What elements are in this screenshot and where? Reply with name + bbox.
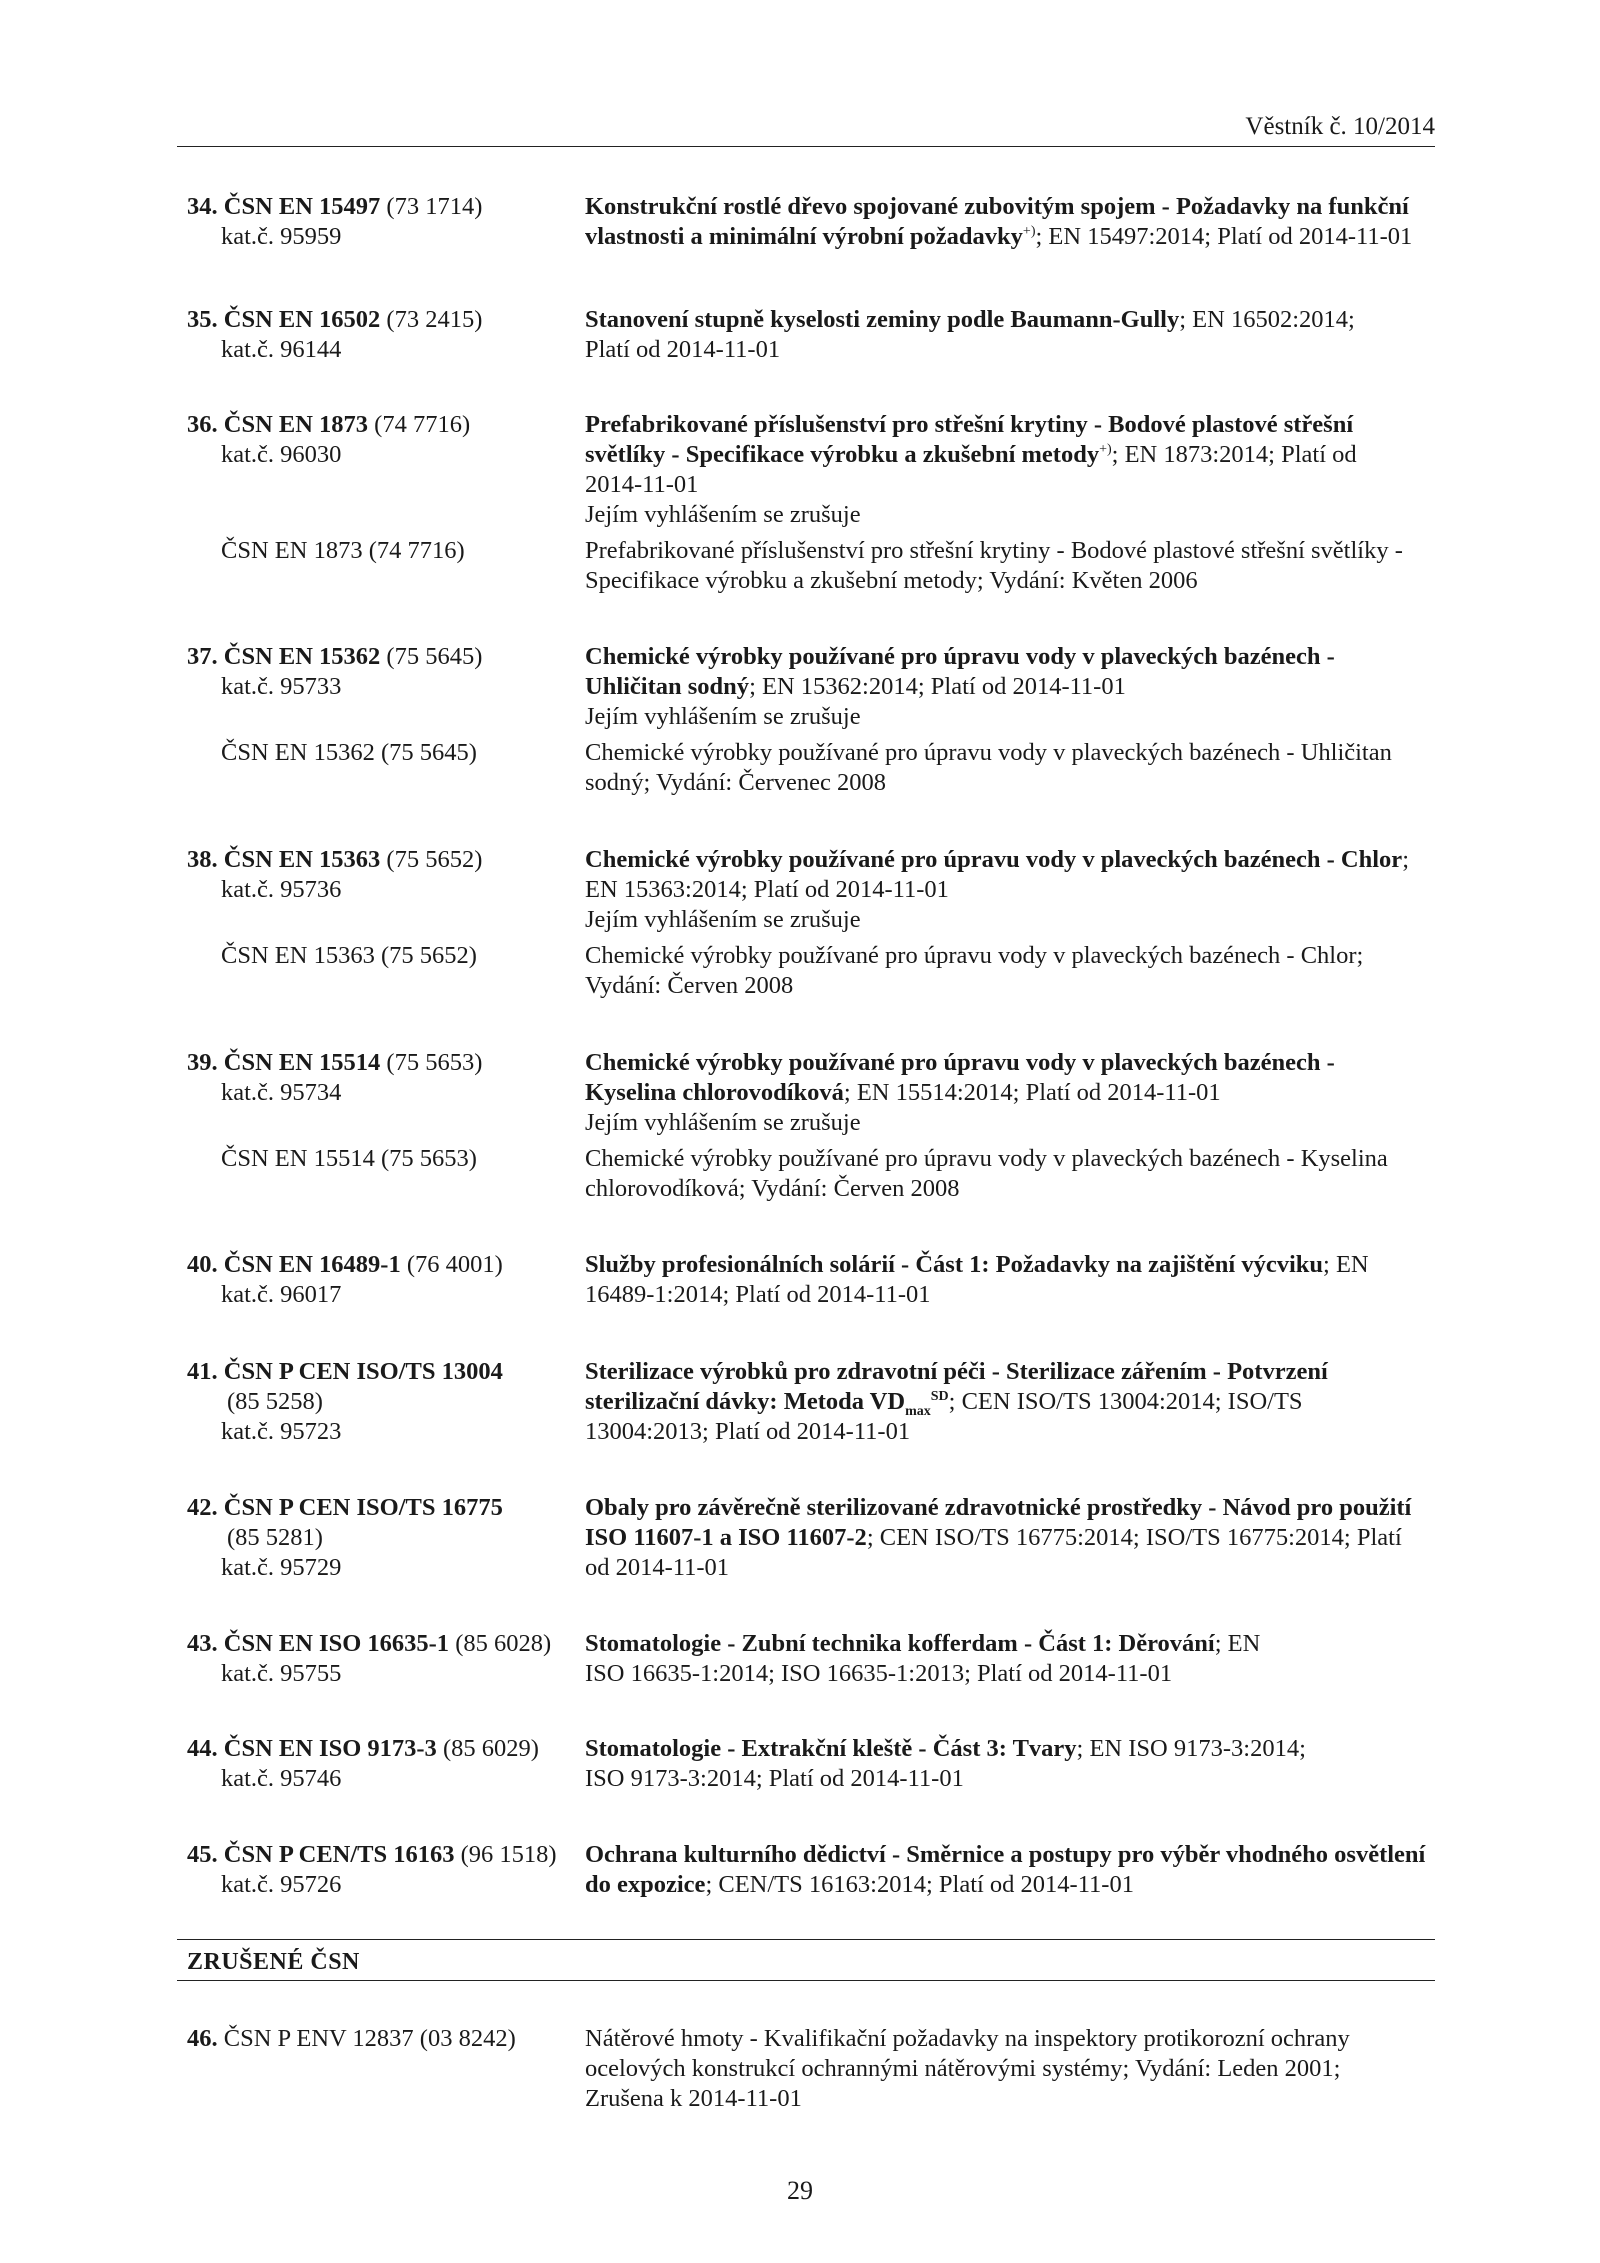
cancellation-note: Jejím vyhlášením se zrušuje <box>585 906 861 933</box>
cancelled-standard-text: Nátěrové hmoty - Kvalifikační požadavky na inspektory protikorozní ochrany ocelových konstrukcí ochrannými nátěrovými systémy; Vydání: Leden 2001; Zrušena k 2014-11-01 <box>585 2025 1350 2112</box>
standard-entry-43 <box>187 1629 1435 1689</box>
section-divider-bottom <box>177 1980 1435 1981</box>
entry-number: 41. <box>187 1358 218 1385</box>
classification-code: (96 1518) <box>454 1841 557 1868</box>
replaced-standard-text: Chemické výrobky používané pro úpravu vody v plaveckých bazénech - Uhličitan sodný; Vydání: Červenec 2008 <box>585 739 1392 796</box>
standard-title: Sterilizace výrobků pro zdravotní péči - Sterilizace zářením - Potvrzení sterilizační dávky: Metoda VD <box>585 1358 1328 1415</box>
footnote-mark: +) <box>1022 223 1036 239</box>
classification-code: (85 5281) <box>227 1524 323 1551</box>
standard-entry-44 <box>187 1734 1435 1794</box>
replaced-standard-code: ČSN EN 1873 (74 7716) <box>221 537 465 564</box>
entry-number: 35. <box>187 306 218 333</box>
cancellation-note: Jejím vyhlášením se zrušuje <box>585 703 861 730</box>
standard-entry-39 <box>187 1048 1435 1204</box>
standard-details: ; CEN/TS 16163:2014; Platí od 2014-11-01 <box>705 1871 1134 1898</box>
standard-code: ČSN EN 15362 <box>223 643 381 670</box>
replaced-standard-text: Chemické výrobky používané pro úpravu vody v plaveckých bazénech - Chlor; Vydání: Červen 2008 <box>585 942 1364 999</box>
superscript-sd: SD <box>930 1388 949 1404</box>
standard-entry-36 <box>187 410 1435 596</box>
standard-details: ; EN ISO 9173-3:2014; ISO 9173-3:2014; Platí od 2014-11-01 <box>585 1735 1306 1792</box>
entry-number: 44. <box>187 1735 218 1762</box>
entry-number: 46. <box>187 2025 218 2052</box>
classification-code: (75 5652) <box>380 846 483 873</box>
standard-code: ČSN EN 15514 <box>223 1049 381 1076</box>
catalog-number: kat.č. 95736 <box>221 876 342 903</box>
standard-title: Obaly pro závěrečně sterilizované zdravotnické prostředky - Návod pro použití ISO 11607-1 a ISO 11607-2 <box>585 1494 1412 1551</box>
standard-entry-41 <box>187 1357 1435 1447</box>
section-title: ZRUŠENÉ ČSN <box>187 1949 360 1975</box>
classification-code: (75 5653) <box>380 1049 483 1076</box>
standard-title: Ochrana kulturního dědictví - Směrnice a postupy pro výběr vhodného osvětlení do expozice <box>585 1841 1426 1898</box>
standard-code: ČSN P CEN/TS 16163 <box>223 1841 455 1868</box>
standard-code: ČSN EN 1873 <box>223 411 369 438</box>
classification-code: (75 5645) <box>380 643 483 670</box>
classification-code: (76 4001) <box>400 1251 503 1278</box>
standard-entry-38 <box>187 845 1435 1001</box>
catalog-number: kat.č. 95959 <box>221 223 342 250</box>
header-divider <box>177 146 1435 147</box>
standard-title: Stanovení stupně kyselosti zeminy podle Baumann-Gully <box>585 306 1180 333</box>
cancelled-entry-46 <box>187 2024 1435 2114</box>
entry-number: 39. <box>187 1049 218 1076</box>
catalog-number: kat.č. 96017 <box>221 1281 342 1308</box>
standard-code: ČSN EN 16502 <box>223 306 381 333</box>
standard-title: Prefabrikované příslušenství pro střešní krytiny - Bodové plastové střešní světlíky - Specifikace výrobku a zkušební metody <box>585 411 1354 468</box>
catalog-number: kat.č. 96144 <box>221 336 342 363</box>
catalog-number: kat.č. 95734 <box>221 1079 342 1106</box>
classification-code: (85 6029) <box>436 1735 539 1762</box>
standard-code: ČSN P CEN ISO/TS 16775 <box>223 1494 503 1521</box>
replaced-standard-code: ČSN EN 15363 (75 5652) <box>221 942 477 969</box>
replaced-standard-code: ČSN EN 15362 (75 5645) <box>221 739 477 766</box>
standard-details: ; CEN ISO/TS 13004:2014; ISO/TS 13004:2013; Platí od 2014-11-01 <box>585 1388 1303 1445</box>
replaced-standard-text: Prefabrikované příslušenství pro střešní krytiny - Bodové plastové střešní světlíky - Specifikace výrobku a zkušební metody; Vydání: Květen 2006 <box>585 537 1403 594</box>
section-divider-top <box>177 1939 1435 1940</box>
cancellation-note: Jejím vyhlášením se zrušuje <box>585 501 861 528</box>
entry-number: 40. <box>187 1251 218 1278</box>
entry-number: 42. <box>187 1494 218 1521</box>
catalog-number: kat.č. 95733 <box>221 673 342 700</box>
standard-details: ; CEN ISO/TS 16775:2014; ISO/TS 16775:2014; Platí od 2014-11-01 <box>585 1524 1402 1581</box>
catalog-number: kat.č. 95746 <box>221 1765 342 1792</box>
catalog-number: kat.č. 95729 <box>221 1554 342 1581</box>
classification-code: (85 5258) <box>227 1388 323 1415</box>
page-number: 29 <box>787 2176 813 2205</box>
standard-details: ; EN 15362:2014; Platí od 2014-11-01 <box>749 673 1126 700</box>
entry-number: 34. <box>187 193 218 220</box>
standard-details: ; EN 16489-1:2014; Platí od 2014-11-01 <box>585 1251 1369 1308</box>
standard-title: Konstrukční rostlé dřevo spojované zubovitým spojem - Požadavky na funkční vlastnosti a minimální výrobní požadavky <box>585 193 1409 250</box>
footnote-mark: +) <box>1099 441 1112 457</box>
standard-details: ; EN 15497:2014; Platí od 2014-11-01 <box>1035 223 1413 250</box>
classification-code: (74 7716) <box>368 411 471 438</box>
standard-title: Chemické výrobky používané pro úpravu vody v plaveckých bazénech - Uhličitan sodný <box>585 643 1335 700</box>
entry-number: 43. <box>187 1630 218 1657</box>
standard-details: ; EN 15363:2014; Platí od 2014-11-01 <box>585 846 1409 903</box>
standard-code: ČSN EN ISO 9173-3 <box>223 1735 437 1762</box>
standard-entry-45 <box>187 1840 1435 1900</box>
catalog-number: kat.č. 95755 <box>221 1660 342 1687</box>
standard-details: ; EN 15514:2014; Platí od 2014-11-01 <box>843 1079 1221 1106</box>
standard-details: ; EN 16502:2014; Platí od 2014-11-01 <box>585 306 1355 363</box>
catalog-number: kat.č. 95723 <box>221 1418 342 1445</box>
subscript-max: max <box>905 1403 931 1419</box>
standard-title: Stomatologie - Zubní technika kofferdam - Část 1: Děrování <box>585 1630 1215 1657</box>
standard-code: ČSN P CEN ISO/TS 13004 <box>223 1358 503 1385</box>
cancellation-note: Jejím vyhlášením se zrušuje <box>585 1109 861 1136</box>
standard-code: ČSN EN 15363 <box>223 846 381 873</box>
journal-header: Věstník č. 10/2014 <box>1245 113 1435 140</box>
standard-entry-34 <box>187 192 1435 252</box>
standard-details: ; EN 1873:2014; Platí od 2014-11-01 <box>585 441 1357 498</box>
replaced-standard-text: Chemické výrobky používané pro úpravu vody v plaveckých bazénech - Kyselina chlorovodíková; Vydání: Červen 2008 <box>585 1145 1388 1202</box>
classification-code: (85 6028) <box>449 1630 552 1657</box>
standard-code: ČSN EN 15497 <box>223 193 381 220</box>
standard-entry-35 <box>187 305 1435 365</box>
classification-code: (73 1714) <box>380 193 483 220</box>
standard-title: Chemické výrobky používané pro úpravu vody v plaveckých bazénech - Chlor <box>585 846 1403 873</box>
standard-code: ČSN P ENV 12837 (03 8242) <box>223 2025 516 2052</box>
classification-code: (73 2415) <box>380 306 483 333</box>
standard-title: Chemické výrobky používané pro úpravu vody v plaveckých bazénech - Kyselina chlorovodíková <box>585 1049 1335 1106</box>
standard-code: ČSN EN 16489-1 <box>223 1251 401 1278</box>
entry-number: 38. <box>187 846 218 873</box>
entry-number: 37. <box>187 643 218 670</box>
catalog-number: kat.č. 96030 <box>221 441 342 468</box>
entry-number: 45. <box>187 1841 218 1868</box>
standard-title: Služby profesionálních solárií - Část 1: Požadavky na zajištění výcviku <box>585 1251 1324 1278</box>
entry-number: 36. <box>187 411 218 438</box>
standard-code: ČSN EN ISO 16635-1 <box>223 1630 450 1657</box>
standard-entry-42 <box>187 1493 1435 1583</box>
standard-title: Stomatologie - Extrakční kleště - Část 3: Tvary <box>585 1735 1077 1762</box>
standard-details: ; EN ISO 16635-1:2014; ISO 16635-1:2013; Platí od 2014-11-01 <box>585 1630 1261 1687</box>
catalog-number: kat.č. 95726 <box>221 1871 342 1898</box>
standard-entry-37 <box>187 642 1435 798</box>
standard-entry-40 <box>187 1250 1435 1310</box>
replaced-standard-code: ČSN EN 15514 (75 5653) <box>221 1145 477 1172</box>
